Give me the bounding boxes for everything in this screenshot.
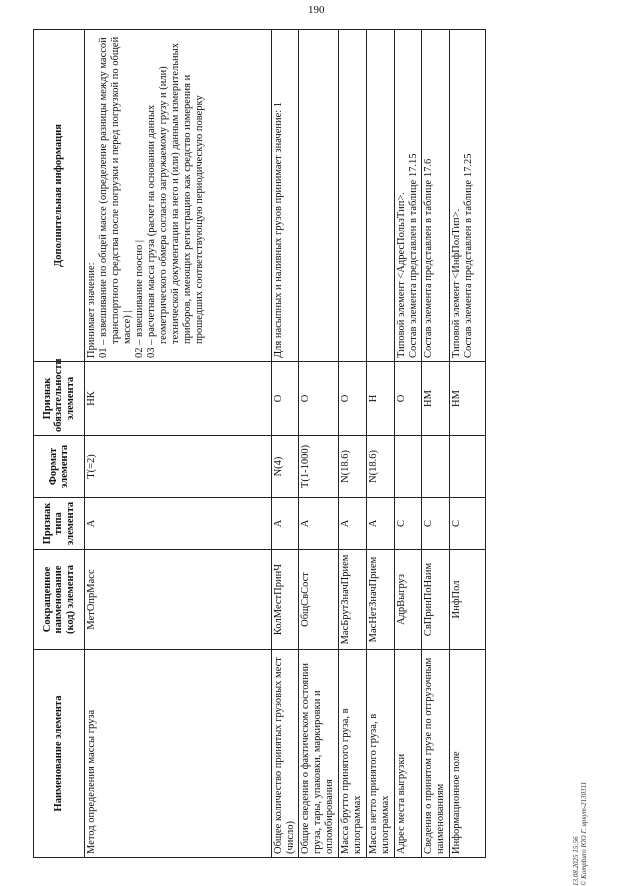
cell-required: О bbox=[339, 362, 367, 436]
cell-type: А bbox=[339, 498, 367, 550]
cell-name: Метод определения массы груза bbox=[85, 650, 272, 858]
cell-format: T(=2) bbox=[85, 436, 272, 498]
table-row bbox=[395, 30, 422, 858]
info-line: Состав элемента представлен в таблице 17.6 bbox=[423, 158, 434, 358]
cell-type: А bbox=[299, 498, 339, 550]
cell-name: Общее количество принятых грузовых мест (число) bbox=[272, 650, 299, 858]
info-line: 03 – расчетная масса груза (расчет на основании данных геометрического обмера согласно загружаемому грузу и (или) технической документации на него и (или) данным измерительных приборов, имеющих регистрацию как средство измерения и прошедших соответствующую периодическую поверку bbox=[146, 43, 205, 358]
table-row bbox=[85, 30, 272, 858]
info-line: 01 – взвешивание по общей массе (определение разницы между массой транспортного средства после погрузки и перед погрузкой по общей массе) | bbox=[98, 36, 133, 358]
page-number: 190 bbox=[308, 4, 325, 16]
cell-code: МетОпрМасс bbox=[85, 550, 272, 650]
footer-timestamp: 13.08.2025 15:56 bbox=[572, 836, 580, 886]
cell-info bbox=[85, 30, 272, 362]
info-line: 02 – взвешивание поосно | bbox=[134, 239, 145, 358]
info-line: Состав элемента представлен в таблице 17.15 bbox=[408, 153, 419, 358]
table-body bbox=[85, 30, 486, 858]
rotated-table-region bbox=[33, 30, 523, 858]
cell-code: ИнфПол bbox=[450, 550, 486, 650]
document-footer bbox=[572, 686, 588, 886]
header-required: Признак обязательности элемента bbox=[34, 362, 85, 436]
cell-info bbox=[450, 30, 486, 362]
cell-name: Общие сведения о фактическом состоянии груза, тары, упаковки, маркировки и опломбирования bbox=[299, 650, 339, 858]
table-row bbox=[450, 30, 486, 858]
footer-source: © Kompburo ЮО Г. иркут-2130311 bbox=[580, 781, 588, 886]
cell-format bbox=[450, 436, 486, 498]
cell-required: НК bbox=[85, 362, 272, 436]
cell-required: НМ bbox=[450, 362, 486, 436]
cell-format: T(1-1000) bbox=[299, 436, 339, 498]
info-line: Состав элемента представлен в таблице 17.25 bbox=[463, 153, 474, 358]
header-name: Наименование элемента bbox=[34, 650, 85, 858]
cell-type: А bbox=[85, 498, 272, 550]
cell-required: О bbox=[395, 362, 422, 436]
cell-info bbox=[422, 30, 450, 362]
cell-type: А bbox=[367, 498, 395, 550]
cell-format bbox=[422, 436, 450, 498]
table-header-row bbox=[34, 30, 85, 858]
info-line: Типовой элемент <ИнфПолТип>. bbox=[451, 208, 462, 358]
cell-info bbox=[299, 30, 339, 362]
table-row bbox=[299, 30, 339, 858]
cell-type: С bbox=[422, 498, 450, 550]
info-line: Типовой элемент <АдресПользТип>. bbox=[396, 192, 407, 358]
cell-name: Масса нетто принятого груза, в килограммах bbox=[367, 650, 395, 858]
cell-code: СвПринПоНаим bbox=[422, 550, 450, 650]
table-row bbox=[272, 30, 299, 858]
cell-info bbox=[272, 30, 299, 362]
cell-format: N(4) bbox=[272, 436, 299, 498]
info-line: Для насыпных и наливных грузов принимает значение: 1 bbox=[273, 101, 284, 358]
cell-format bbox=[395, 436, 422, 498]
rotated-table-frame bbox=[33, 30, 523, 858]
cell-code: ОбщСвСост bbox=[299, 550, 339, 650]
cell-required: Н bbox=[367, 362, 395, 436]
cell-type: А bbox=[272, 498, 299, 550]
cell-required: НМ bbox=[422, 362, 450, 436]
header-format: Формат элемента bbox=[34, 436, 85, 498]
info-line: Принимает значение: bbox=[86, 262, 97, 358]
cell-required: О bbox=[299, 362, 339, 436]
cell-format: N(18.6) bbox=[367, 436, 395, 498]
cell-format: N(18.6) bbox=[339, 436, 367, 498]
cell-name: Информационное поле bbox=[450, 650, 486, 858]
header-info: Дополнительная информация bbox=[34, 30, 85, 362]
cell-info bbox=[367, 30, 395, 362]
cell-code: КолМестПринЧ bbox=[272, 550, 299, 650]
cell-info bbox=[395, 30, 422, 362]
cell-name: Масса брутто принятого груза, в килограммах bbox=[339, 650, 367, 858]
table-row bbox=[422, 30, 450, 858]
cell-required: О bbox=[272, 362, 299, 436]
cell-code: АдрВыгруз bbox=[395, 550, 422, 650]
table-row bbox=[367, 30, 395, 858]
cell-type: С bbox=[450, 498, 486, 550]
cell-code: МасБрутЗначПрием bbox=[339, 550, 367, 650]
cell-type: С bbox=[395, 498, 422, 550]
header-type: Признак типа элемента bbox=[34, 498, 85, 550]
cell-code: МасНетЗначПрием bbox=[367, 550, 395, 650]
elements-table bbox=[33, 29, 486, 858]
table-row bbox=[339, 30, 367, 858]
cell-info bbox=[339, 30, 367, 362]
cell-name: Адрес места выгрузки bbox=[395, 650, 422, 858]
cell-name: Сведения о принятом грузе по отгрузочным наименованиям bbox=[422, 650, 450, 858]
header-short-name: Сокращенное наименование (код) элемента bbox=[34, 550, 85, 650]
